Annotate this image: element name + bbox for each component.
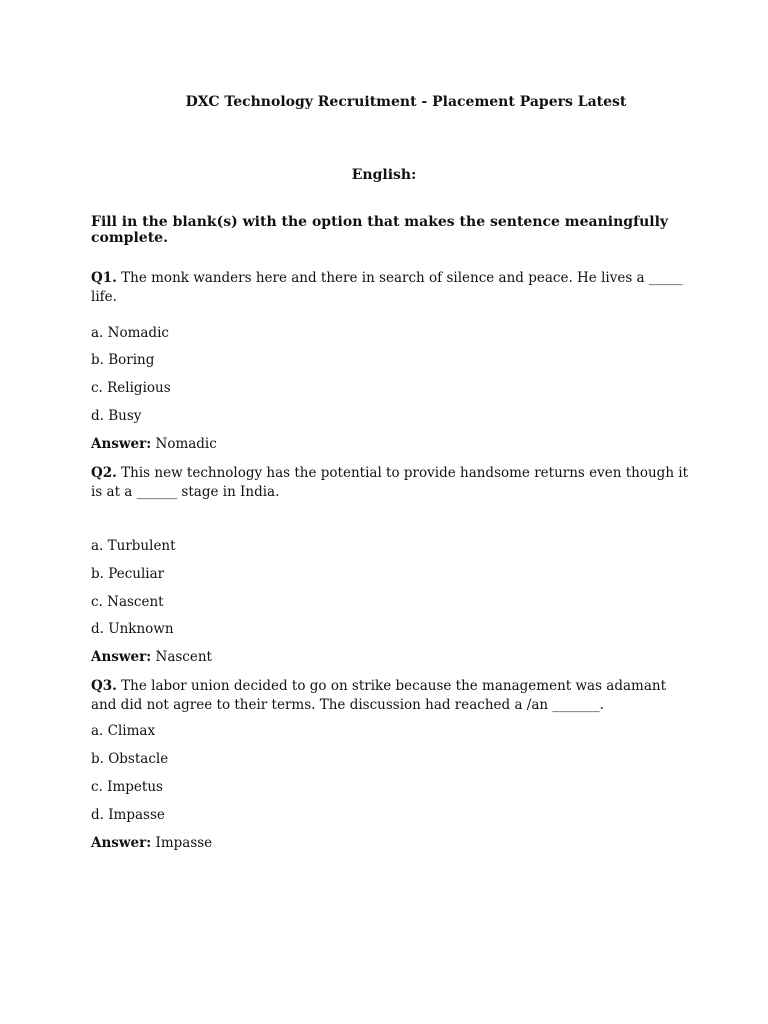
- q2-option-b: b. Peculiar: [91, 566, 165, 582]
- q3-answer: [91, 835, 212, 851]
- answer-value: Nascent: [155, 649, 212, 665]
- answer-label: Answer:: [91, 649, 152, 665]
- q1-option-d: d. Busy: [91, 408, 142, 424]
- q2-option-a: a. Turbulent: [91, 538, 176, 554]
- q2-answer: [91, 649, 212, 665]
- question-text: This new technology has the potential to provide handsome returns even though it is at a ______ stage in India.: [91, 465, 689, 500]
- q1-option-b: b. Boring: [91, 352, 155, 368]
- q1-option-c: c. Religious: [91, 380, 171, 396]
- q3-option-d: d. Impasse: [91, 807, 165, 823]
- question-3: [91, 677, 691, 715]
- question-1: [91, 269, 691, 307]
- q2-option-c: c. Nascent: [91, 594, 164, 610]
- answer-value: Impasse: [155, 835, 213, 851]
- q2-option-d: d. Unknown: [91, 621, 174, 637]
- answer-value: Nomadic: [155, 436, 217, 452]
- q3-option-c: c. Impetus: [91, 779, 163, 795]
- q3-option-b: b. Obstacle: [91, 751, 169, 767]
- instruction-text: Fill in the blank(s) with the option that makes the sentence meaningfully complete.: [91, 214, 669, 246]
- question-label: Q3.: [91, 678, 117, 694]
- document-title: DXC Technology Recruitment - Placement Papers Latest: [185, 94, 627, 110]
- q1-answer: [91, 436, 217, 452]
- question-text: The monk wanders here and there in search of silence and peace. He lives a _____ life.: [91, 270, 683, 305]
- question-label: Q1.: [91, 270, 117, 286]
- section-heading: English:: [351, 167, 417, 183]
- q3-option-a: a. Climax: [91, 723, 156, 739]
- answer-label: Answer:: [91, 835, 152, 851]
- question-label: Q2.: [91, 465, 117, 481]
- question-2: [91, 464, 691, 502]
- question-text: The labor union decided to go on strike because the management was adamant and did not agree to their terms. The discussion had reached a /an _______.: [91, 678, 667, 713]
- answer-label: Answer:: [91, 436, 152, 452]
- q1-option-a: a. Nomadic: [91, 325, 169, 341]
